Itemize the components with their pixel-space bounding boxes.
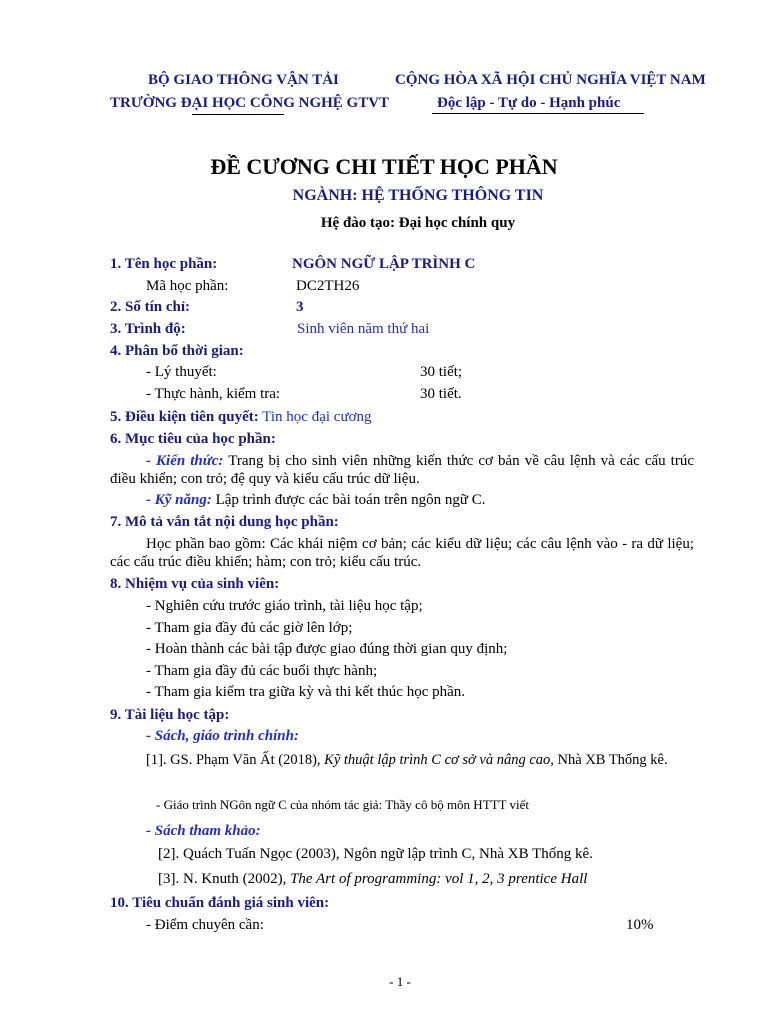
knowledge-label: - Kiến thức: <box>146 453 224 469</box>
national-motto: Độc lập - Tự do - Hạnh phúc <box>437 95 621 111</box>
reference-1-suffix: Nhà XB Thống kê. <box>553 752 668 768</box>
section-5-label: 5. Điều kiện tiên quyết: <box>110 409 259 425</box>
reference-1 <box>146 749 696 771</box>
reference-2: [2]. Quách Tuấn Ngọc (2003), Ngôn ngữ lập trình C, Nhà XB Thống kê. <box>158 846 593 862</box>
practice-label: - Thực hành, kiểm tra: <box>146 386 281 402</box>
theory-label: - Lý thuyết: <box>146 364 217 380</box>
attendance-label: - Điểm chuyên cần: <box>146 917 264 933</box>
page-number: - 1 - <box>389 974 411 989</box>
reference-1-title: Kỹ thuật lập trình C cơ sở và nâng cao, <box>324 752 554 768</box>
section-1-label: 1. Tên học phần: <box>110 256 218 272</box>
reference-3-prefix: [3]. N. Knuth (2002), <box>158 871 291 887</box>
university-name: TRƯỜNG ĐẠI HỌC CÔNG NGHỆ GTVT <box>110 95 390 111</box>
reference-3 <box>158 871 587 888</box>
training-title: Hệ đào tạo: Đại học chính quy <box>320 215 516 231</box>
level-value: Sinh viên năm thứ hai <box>297 321 430 337</box>
section-2-label: 2. Số tín chỉ: <box>110 299 191 315</box>
skill-line <box>146 492 486 509</box>
section-7-label: 7. Mô tả vắn tắt nội dung học phần: <box>110 514 339 530</box>
skill-label: - Kỹ năng: <box>146 492 212 508</box>
ref-books-label: - Sách tham khảo: <box>146 823 261 839</box>
course-code-label: Mã học phần: <box>146 278 229 294</box>
practice-value: 30 tiết. <box>420 386 462 402</box>
skill-text: Lập trình được các bài toán trên ngôn ngữ C. <box>215 492 486 508</box>
section-3-label: 3. Trình độ: <box>110 321 186 337</box>
attendance-value: 10% <box>626 917 654 933</box>
theory-value: 30 tiết; <box>420 364 463 380</box>
university-underline <box>192 114 284 115</box>
knowledge-text: Trang bị cho sinh viên những kiến thức cơ bản về câu lệnh và các cấu trúc điều khiển; con trỏ; đệ quy và kiểu cấu trúc dữ liệu. <box>110 453 694 487</box>
section-9-label: 9. Tài liệu học tập: <box>110 707 230 723</box>
duty-item: - Tham gia kiểm tra giữa kỳ và thi kết thúc học phần. <box>146 684 466 700</box>
main-books-label: - Sách, giáo trình chính: <box>146 728 299 744</box>
section-10-label: 10. Tiêu chuẩn đánh giá sinh viên: <box>110 895 330 911</box>
knowledge-paragraph <box>110 452 694 488</box>
major-title: NGÀNH: HỆ THỐNG THÔNG TIN <box>292 187 544 204</box>
prerequisite-value: Tin học đại cương <box>262 409 372 425</box>
section-6-label: 6. Mục tiêu của học phần: <box>110 431 276 447</box>
reference-1-prefix: [1]. GS. Phạm Văn Ất (2018), <box>146 752 325 768</box>
duty-item: - Tham gia đầy đủ các giờ lên lớp; <box>146 620 353 636</box>
motto-underline <box>432 113 644 114</box>
country-name: CỘNG HÒA XÃ HỘI CHỦ NGHĨA VIỆT NAM <box>395 72 706 88</box>
duty-item: - Tham gia đầy đủ các buổi thực hành; <box>146 663 378 679</box>
section-4-label: 4. Phân bổ thời gian: <box>110 343 244 359</box>
section-5 <box>110 409 372 426</box>
reference-3-title: The Art of programming: vol 1, 2, 3 prentice Hall <box>290 871 588 887</box>
section-8-label: 8. Nhiệm vụ của sinh viên: <box>110 576 280 592</box>
reference-note: - Giáo trình NGôn ngữ C của nhóm tác giả: Thầy cô bộ môn HTTT viết <box>156 797 530 812</box>
duty-item: - Hoàn thành các bài tập được giao đúng thời gian quy định; <box>146 641 508 657</box>
duty-item: - Nghiên cứu trước giáo trình, tài liệu học tập; <box>146 598 423 614</box>
document-title: ĐỀ CƯƠNG CHI TIẾT HỌC PHẦN <box>210 154 558 179</box>
course-name: NGÔN NGỮ LẬP TRÌNH C <box>292 256 476 272</box>
credits-value: 3 <box>296 299 304 315</box>
ministry-name: BỘ GIAO THÔNG VẬN TẢI <box>148 72 339 88</box>
course-code-value: DC2TH26 <box>296 278 360 294</box>
description-paragraph: Học phần bao gồm: Các khái niệm cơ bản; các kiểu dữ liệu; các câu lệnh vào - ra dữ liệu; các cấu trúc điều khiển; hàm; con trỏ; kiểu cấu trúc. <box>110 536 694 570</box>
